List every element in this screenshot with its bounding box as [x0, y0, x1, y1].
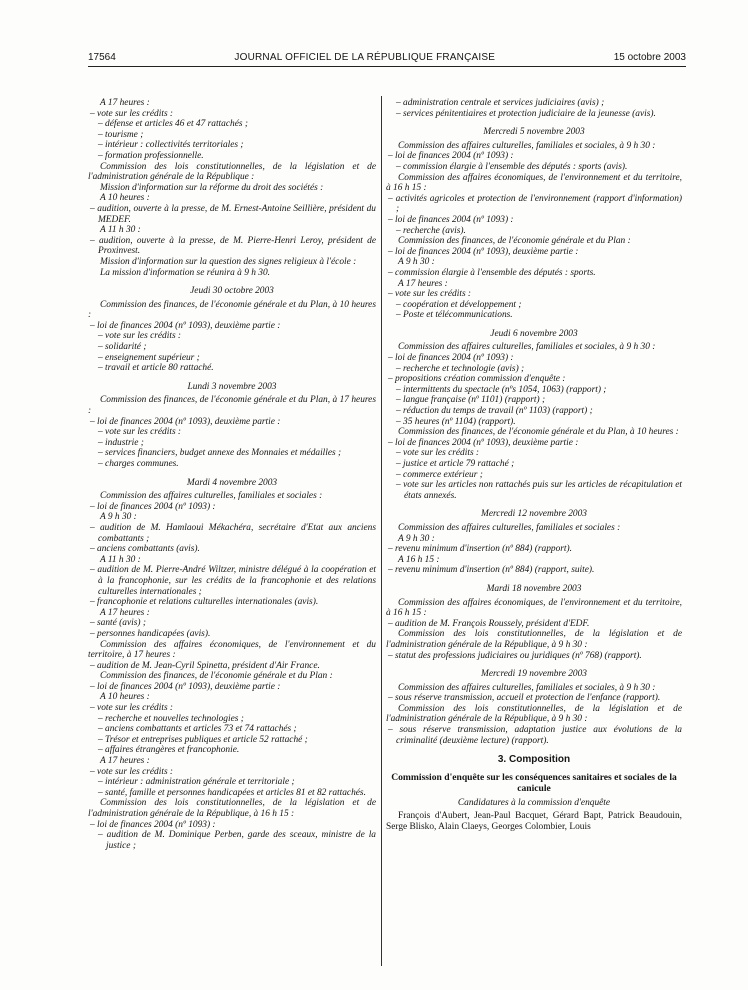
- agenda-line: – industrie ;: [98, 437, 144, 448]
- date-heading: Jeudi 30 octobre 2003: [190, 286, 274, 297]
- agenda-line: – commission élargie à l'ensemble des députés : sports.: [388, 267, 596, 278]
- agenda-line: – recherche et technologie (avis) ;: [396, 363, 525, 374]
- agenda-line: A 16 h 15 :: [398, 554, 440, 565]
- agenda-line: – loi de finances 2004 (nº 1093), deuxième partie :: [90, 681, 281, 692]
- agenda-line: Commission des affaires culturelles, familiales et sociales :: [100, 491, 323, 502]
- agenda-line: – statut des professions judiciaires ou juridiques (nº 768) (rapport).: [388, 650, 642, 661]
- date-heading: Mercredi 12 novembre 2003: [481, 509, 587, 520]
- agenda-line: La mission d'information se réunira à 9 h 30.: [100, 267, 270, 278]
- agenda-line: Commission des finances, de l'économie générale et du Plan, à 10 heures :: [398, 427, 679, 438]
- agenda-line: – loi de finances 2004 (nº 1093), deuxième partie :: [90, 320, 281, 331]
- agenda-line: – vote sur les crédits :: [90, 766, 174, 777]
- agenda-line: – revenu minimum d'insertion (nº 884) (rapport).: [388, 544, 572, 555]
- agenda-line: – vote sur les crédits :: [388, 289, 472, 300]
- agenda-line: Mission d'information sur la réforme du droit des sociétés :: [100, 182, 324, 193]
- agenda-line: – services pénitentiaires et protection judiciaire de la jeunesse (avis).: [396, 108, 656, 119]
- header-rule: [88, 66, 686, 67]
- date-heading: Mardi 4 novembre 2003: [186, 477, 278, 488]
- agenda-line: – francophonie et relations culturelles internationales (avis).: [90, 597, 319, 608]
- agenda-line: – loi de finances 2004 (nº 1093), deuxième partie :: [388, 246, 579, 257]
- issue-date: 15 octobre 2003: [613, 52, 686, 63]
- date-heading: Mardi 18 novembre 2003: [486, 583, 582, 594]
- agenda-line: – commission élargie à l'ensemble des députés : sports (avis).: [396, 161, 628, 172]
- agenda-line: – formation professionnelle.: [98, 150, 204, 161]
- agenda-line: – revenu minimum d'insertion (nº 884) (rapport, suite).: [388, 565, 595, 576]
- agenda-line: A 17 heures :: [398, 278, 448, 289]
- agenda-line: – vote sur les crédits :: [396, 448, 480, 459]
- agenda-line: Commission des finances, de l'économie générale et du Plan :: [398, 236, 631, 247]
- agenda-line: Commission des lois constitutionnelles, de la législation et de l'administration générale de la République, à 9 h 30 :: [386, 703, 682, 725]
- agenda-line: – travail et article 80 rattaché.: [98, 363, 214, 374]
- agenda-line: – justice et article 79 rattaché ;: [396, 459, 515, 469]
- agenda-line: A 9 h 30 :: [398, 533, 435, 544]
- right-column: [386, 98, 682, 833]
- candidatures-subtitle: Candidatures à la commission d'enquête: [457, 797, 611, 808]
- agenda-line: Commission des finances, de l'économie générale et du Plan, à 10 heures :: [88, 299, 376, 321]
- agenda-line: – vote sur les crédits :: [90, 703, 174, 714]
- agenda-line: – défense et articles 46 et 47 rattachés ;: [98, 119, 248, 130]
- agenda-line: – audition de M. Dominique Perben, garde des sceaux, ministre de la justice ;: [98, 830, 376, 851]
- agenda-line: Commission des affaires culturelles, familiales et sociales, à 9 h 30 :: [398, 682, 656, 693]
- agenda-line: – intermittents du spectacle (nºs 1054, 1063) (rapport) ;: [396, 384, 607, 395]
- agenda-line: – anciens combattants et articles 73 et 74 rattachés ;: [98, 724, 297, 735]
- left-column: [88, 98, 376, 851]
- agenda-line: – coopération et développement ;: [396, 299, 522, 310]
- agenda-line: – intérieur : administration générale et territoriale ;: [98, 777, 295, 788]
- agenda-line: – loi de finances 2004 (nº 1093) :: [388, 214, 514, 225]
- agenda-line: – loi de finances 2004 (nº 1093) :: [90, 501, 216, 512]
- agenda-line: Commission des finances, de l'économie générale et du Plan, à 17 heures :: [88, 395, 376, 417]
- agenda-line: Commission des affaires économiques, de l'environnement et du territoire, à 16 h 15 :: [386, 597, 682, 619]
- agenda-line: – loi de finances 2004 (nº 1093), deuxième partie :: [90, 416, 281, 427]
- agenda-line: – solidarité ;: [98, 342, 147, 353]
- agenda-line: – vote sur les crédits :: [90, 108, 174, 119]
- date-heading: Lundi 3 novembre 2003: [187, 381, 277, 392]
- agenda-line: – audition de M. Pierre-André Wiltzer, ministre délégué à la coopération et à la francophonie, sur les crédits de la francophonie et des relations culturelles internationales ;: [90, 565, 376, 597]
- agenda-line: – vote sur les articles non rattachés puis sur les articles de récapitulation et états annexés.: [396, 480, 682, 501]
- agenda-line: – commerce extérieur ;: [396, 469, 483, 480]
- agenda-line: – loi de finances 2004 (nº 1093) :: [388, 151, 514, 162]
- agenda-line: Commission des lois constitutionnelles, de la législation et de l'administration générale de la République, à 9 h 30 :: [386, 629, 682, 650]
- agenda-line: Commission des affaires économiques, de l'environnement et du territoire, à 17 heures :: [88, 639, 376, 661]
- agenda-line: – santé (avis) ;: [90, 618, 146, 629]
- agenda-line: – loi de finances 2004 (nº 1093), deuxième partie :: [388, 437, 579, 448]
- agenda-line: – vote sur les crédits :: [98, 427, 182, 438]
- journal-title: JOURNAL OFFICIEL DE LA RÉPUBLIQUE FRANÇAISE: [234, 52, 496, 63]
- agenda-line: – services financiers, budget annexe des Monnaies et médailles ;: [98, 448, 342, 459]
- agenda-line: – enseignement supérieur ;: [98, 352, 200, 363]
- page-header: [88, 52, 686, 63]
- agenda-line: – langue française (nº 1101) (rapport) ;: [396, 395, 546, 406]
- agenda-line: A 11 h 30 :: [100, 554, 141, 565]
- column-separator: [381, 96, 382, 966]
- agenda-line: – audition de M. Hamlaoui Mékachéra, secrétaire d'Etat aux anciens combattants ;: [90, 522, 376, 544]
- agenda-line: A 17 heures :: [100, 607, 150, 618]
- date-heading: Jeudi 6 novembre 2003: [490, 328, 578, 339]
- section-heading: 3. Composition: [497, 754, 571, 766]
- agenda-line: A 17 heures :: [100, 98, 150, 108]
- agenda-line: – audition, ouverte à la presse, de M. Pierre-Henri Leroy, président de Proxinvest.: [90, 235, 376, 257]
- agenda-line: – intérieur : collectivités territoriales ;: [98, 140, 244, 151]
- agenda-line: – audition de M. Jean-Cyril Spinetta, président d'Air France.: [90, 660, 320, 671]
- agenda-line: – administration centrale et services judiciaires (avis) ;: [396, 98, 605, 108]
- commission-title: Commission d'enquête sur les conséquences sanitaires et sociales de la canicule: [391, 771, 677, 794]
- agenda-line: A 9 h 30 :: [100, 512, 137, 523]
- agenda-line: – sous réserve transmission, adaptation justice aux évolutions de la criminalité (deuxième lecture) (rapport).: [388, 725, 682, 746]
- agenda-line: Commission des affaires culturelles, familiales et sociales :: [398, 522, 621, 533]
- agenda-line: – loi de finances 2004 (nº 1093) :: [90, 819, 216, 830]
- agenda-line: – vote sur les crédits :: [98, 331, 182, 342]
- agenda-line: – santé, famille et personnes handicapées et articles 81 et 82 rattachés.: [98, 787, 366, 798]
- agenda-line: – recherche et nouvelles technologies ;: [98, 713, 244, 724]
- right-column-agenda: [386, 98, 682, 746]
- agenda-line: Commission des affaires économiques, de l'environnement et du territoire, à 16 h 15 :: [386, 172, 682, 194]
- agenda-line: A 10 heures :: [100, 193, 150, 204]
- agenda-line: – 35 heures (nº 1104) (rapport).: [396, 416, 516, 427]
- date-heading: Mercredi 19 novembre 2003: [481, 669, 587, 680]
- agenda-line: Mission d'information sur la question des signes religieux à l'école :: [100, 256, 357, 267]
- agenda-line: A 9 h 30 :: [398, 257, 435, 268]
- agenda-line: – personnes handicapées (avis).: [90, 628, 211, 639]
- agenda-line: – recherche (avis).: [396, 225, 466, 236]
- agenda-line: – affaires étrangères et francophonie.: [98, 745, 240, 756]
- agenda-line: – Trésor et entreprises publiques et article 52 rattaché ;: [98, 734, 308, 745]
- agenda-line: – audition, ouverte à la presse, de M. Ernest-Antoine Seillière, président du MEDEF.: [90, 203, 376, 225]
- agenda-line: A 10 heures :: [100, 692, 150, 703]
- agenda-line: – sous réserve transmission, accueil et protection de l'enfance (rapport).: [388, 693, 661, 704]
- agenda-line: Commission des affaires culturelles, familiales et sociales, à 9 h 30 :: [398, 342, 656, 353]
- agenda-line: – Poste et télécommunications.: [396, 310, 513, 321]
- agenda-line: – anciens combattants (avis).: [90, 544, 200, 555]
- agenda-line: – audition de M. François Roussely, président d'EDF.: [388, 618, 590, 629]
- candidate-names: François d'Aubert, Jean-Paul Bacquet, Gérard Bapt, Patrick Beaudouin, Serge Blisko, Alain Claeys, Georges Colombier, Louis: [386, 811, 682, 833]
- date-heading: Mercredi 5 novembre 2003: [483, 127, 585, 138]
- agenda-line: A 17 heures :: [100, 756, 150, 767]
- agenda-line: A 11 h 30 :: [100, 225, 141, 236]
- agenda-line: – réduction du temps de travail (nº 1103) (rapport) ;: [396, 406, 593, 417]
- agenda-line: Commission des finances, de l'économie générale et du Plan :: [100, 671, 333, 682]
- agenda-line: Commission des affaires culturelles, familiales et sociales, à 9 h 30 :: [398, 140, 656, 151]
- agenda-line: – activités agricoles et protection de l'environnement (rapport d'information) ;: [388, 193, 682, 215]
- agenda-line: – propositions création commission d'enquête :: [388, 374, 566, 385]
- agenda-line: Commission des lois constitutionnelles, de la législation et de l'administration générale de la République, à 16 h 15 :: [88, 798, 376, 819]
- agenda-line: – tourisme ;: [98, 129, 144, 140]
- agenda-line: – loi de finances 2004 (nº 1093) :: [388, 353, 514, 364]
- page-number: 17564: [88, 52, 116, 63]
- agenda-line: – charges communes.: [98, 459, 179, 469]
- agenda-line: Commission des lois constitutionnelles, de la législation et de l'administration générale de la République :: [88, 161, 376, 183]
